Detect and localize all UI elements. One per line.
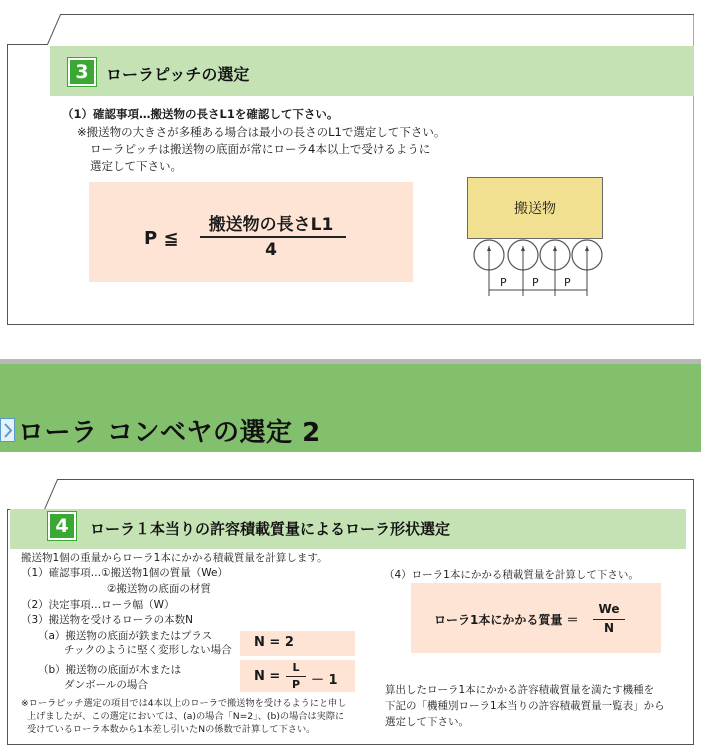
pitch-formula-denominator: 4 xyxy=(265,240,277,260)
section4-note-1: ※ローラピッチ選定の項目では4本以上のローラで搬送物を受けるようにと申し xyxy=(21,698,347,709)
section4-closing-2 xyxy=(385,699,665,713)
case-b-fraction-bar xyxy=(286,676,306,677)
section3-line-4: 選定して下さい。 xyxy=(90,159,182,173)
section4-note-2: 上げましたが、この選定においては、(a)の場合「N=2」、(b)の場合は実際に xyxy=(27,711,345,722)
section4-item-2: （2）決定事項…ローラ幅（W） xyxy=(21,599,175,611)
pitch-label-3: P xyxy=(564,276,571,289)
cargo-label: 搬送物 xyxy=(514,201,556,217)
header-bottom-rule xyxy=(0,452,701,456)
case-a-label-1: （a）搬送物の底面が鉄またはプラス xyxy=(38,630,213,642)
section3-line-2: ※搬送物の大きさが多種ある場合は最小の長さのL1で選定して下さい。 xyxy=(77,125,446,139)
section4-number-badge: 4 xyxy=(48,512,76,540)
case-a-label-2: チックのように堅く変形しない場合 xyxy=(64,644,232,656)
pitch-formula-fraction-bar xyxy=(200,236,346,238)
case-b-formula-denominator: P xyxy=(291,678,301,691)
case-b-formula-rhs: － 1 xyxy=(311,673,338,688)
page-title: ローラ コンベヤの選定 2 xyxy=(18,418,321,448)
section4-closing-3: 選定して下さい。 xyxy=(385,716,469,728)
chevron-right-icon xyxy=(0,418,15,442)
pitch-label-1: P xyxy=(500,276,507,289)
section4-step-4: （4）ローラ1本にかかる積載質量を計算して下さい。 xyxy=(384,569,639,581)
section4-item-1b: ②搬送物の底面の材質 xyxy=(107,583,211,595)
case-b-formula-numerator: L xyxy=(292,661,300,674)
case-a-formula: N = 2 xyxy=(254,635,294,650)
case-b-formula-lhs: N = xyxy=(254,669,281,684)
load-formula-fraction-bar xyxy=(593,619,625,620)
pitch-label-2: P xyxy=(532,276,539,289)
load-formula-numerator: We xyxy=(598,602,620,616)
section3-number-badge: 3 xyxy=(68,58,96,86)
roller-diagram xyxy=(470,238,610,300)
section4-item-1: （1）確認事項…①搬送物1個の質量（We） xyxy=(21,567,229,579)
section4-title: ローラ１本当りの許容積載質量によるローラ形状選定 xyxy=(90,520,451,538)
section4-closing-1: 算出したローラ1本にかかる許容積載質量を満たす機種を xyxy=(385,684,655,696)
section3-line-3: ローラピッチは搬送物の底面が常にローラ4本以上で受けるように xyxy=(90,142,431,156)
cargo-box xyxy=(467,177,603,239)
pitch-formula-lhs: P ≦ xyxy=(144,228,179,249)
case-b-label-1: （b）搬送物の底面が木または xyxy=(38,664,182,676)
section3-title: ローラピッチの選定 xyxy=(106,65,250,84)
section4-intro: 搬送物1個の重量からローラ1本にかかる積載質量を計算します。 xyxy=(21,552,328,564)
section3-line-1: （1）確認事項…搬送物の長さL1を確認して下さい。 xyxy=(62,107,339,121)
closing-2-text: 下記の「機種別ローラ1本当りの許容積載質量一覧表」から xyxy=(385,700,665,712)
load-formula-denominator: N xyxy=(603,621,615,635)
pitch-formula-numerator: 搬送物の長さL1 xyxy=(208,215,334,235)
section4-item-3: （3）搬送物を受けるローラの本数N xyxy=(21,614,194,626)
case-b-label-2: ダンボールの場合 xyxy=(64,679,148,691)
section4-note-3: 受けているローラ本数から1本差し引いたNの係数で計算して下さい。 xyxy=(27,724,316,735)
load-formula-lhs: ローラ1本にかかる質量 ＝ xyxy=(434,613,579,627)
